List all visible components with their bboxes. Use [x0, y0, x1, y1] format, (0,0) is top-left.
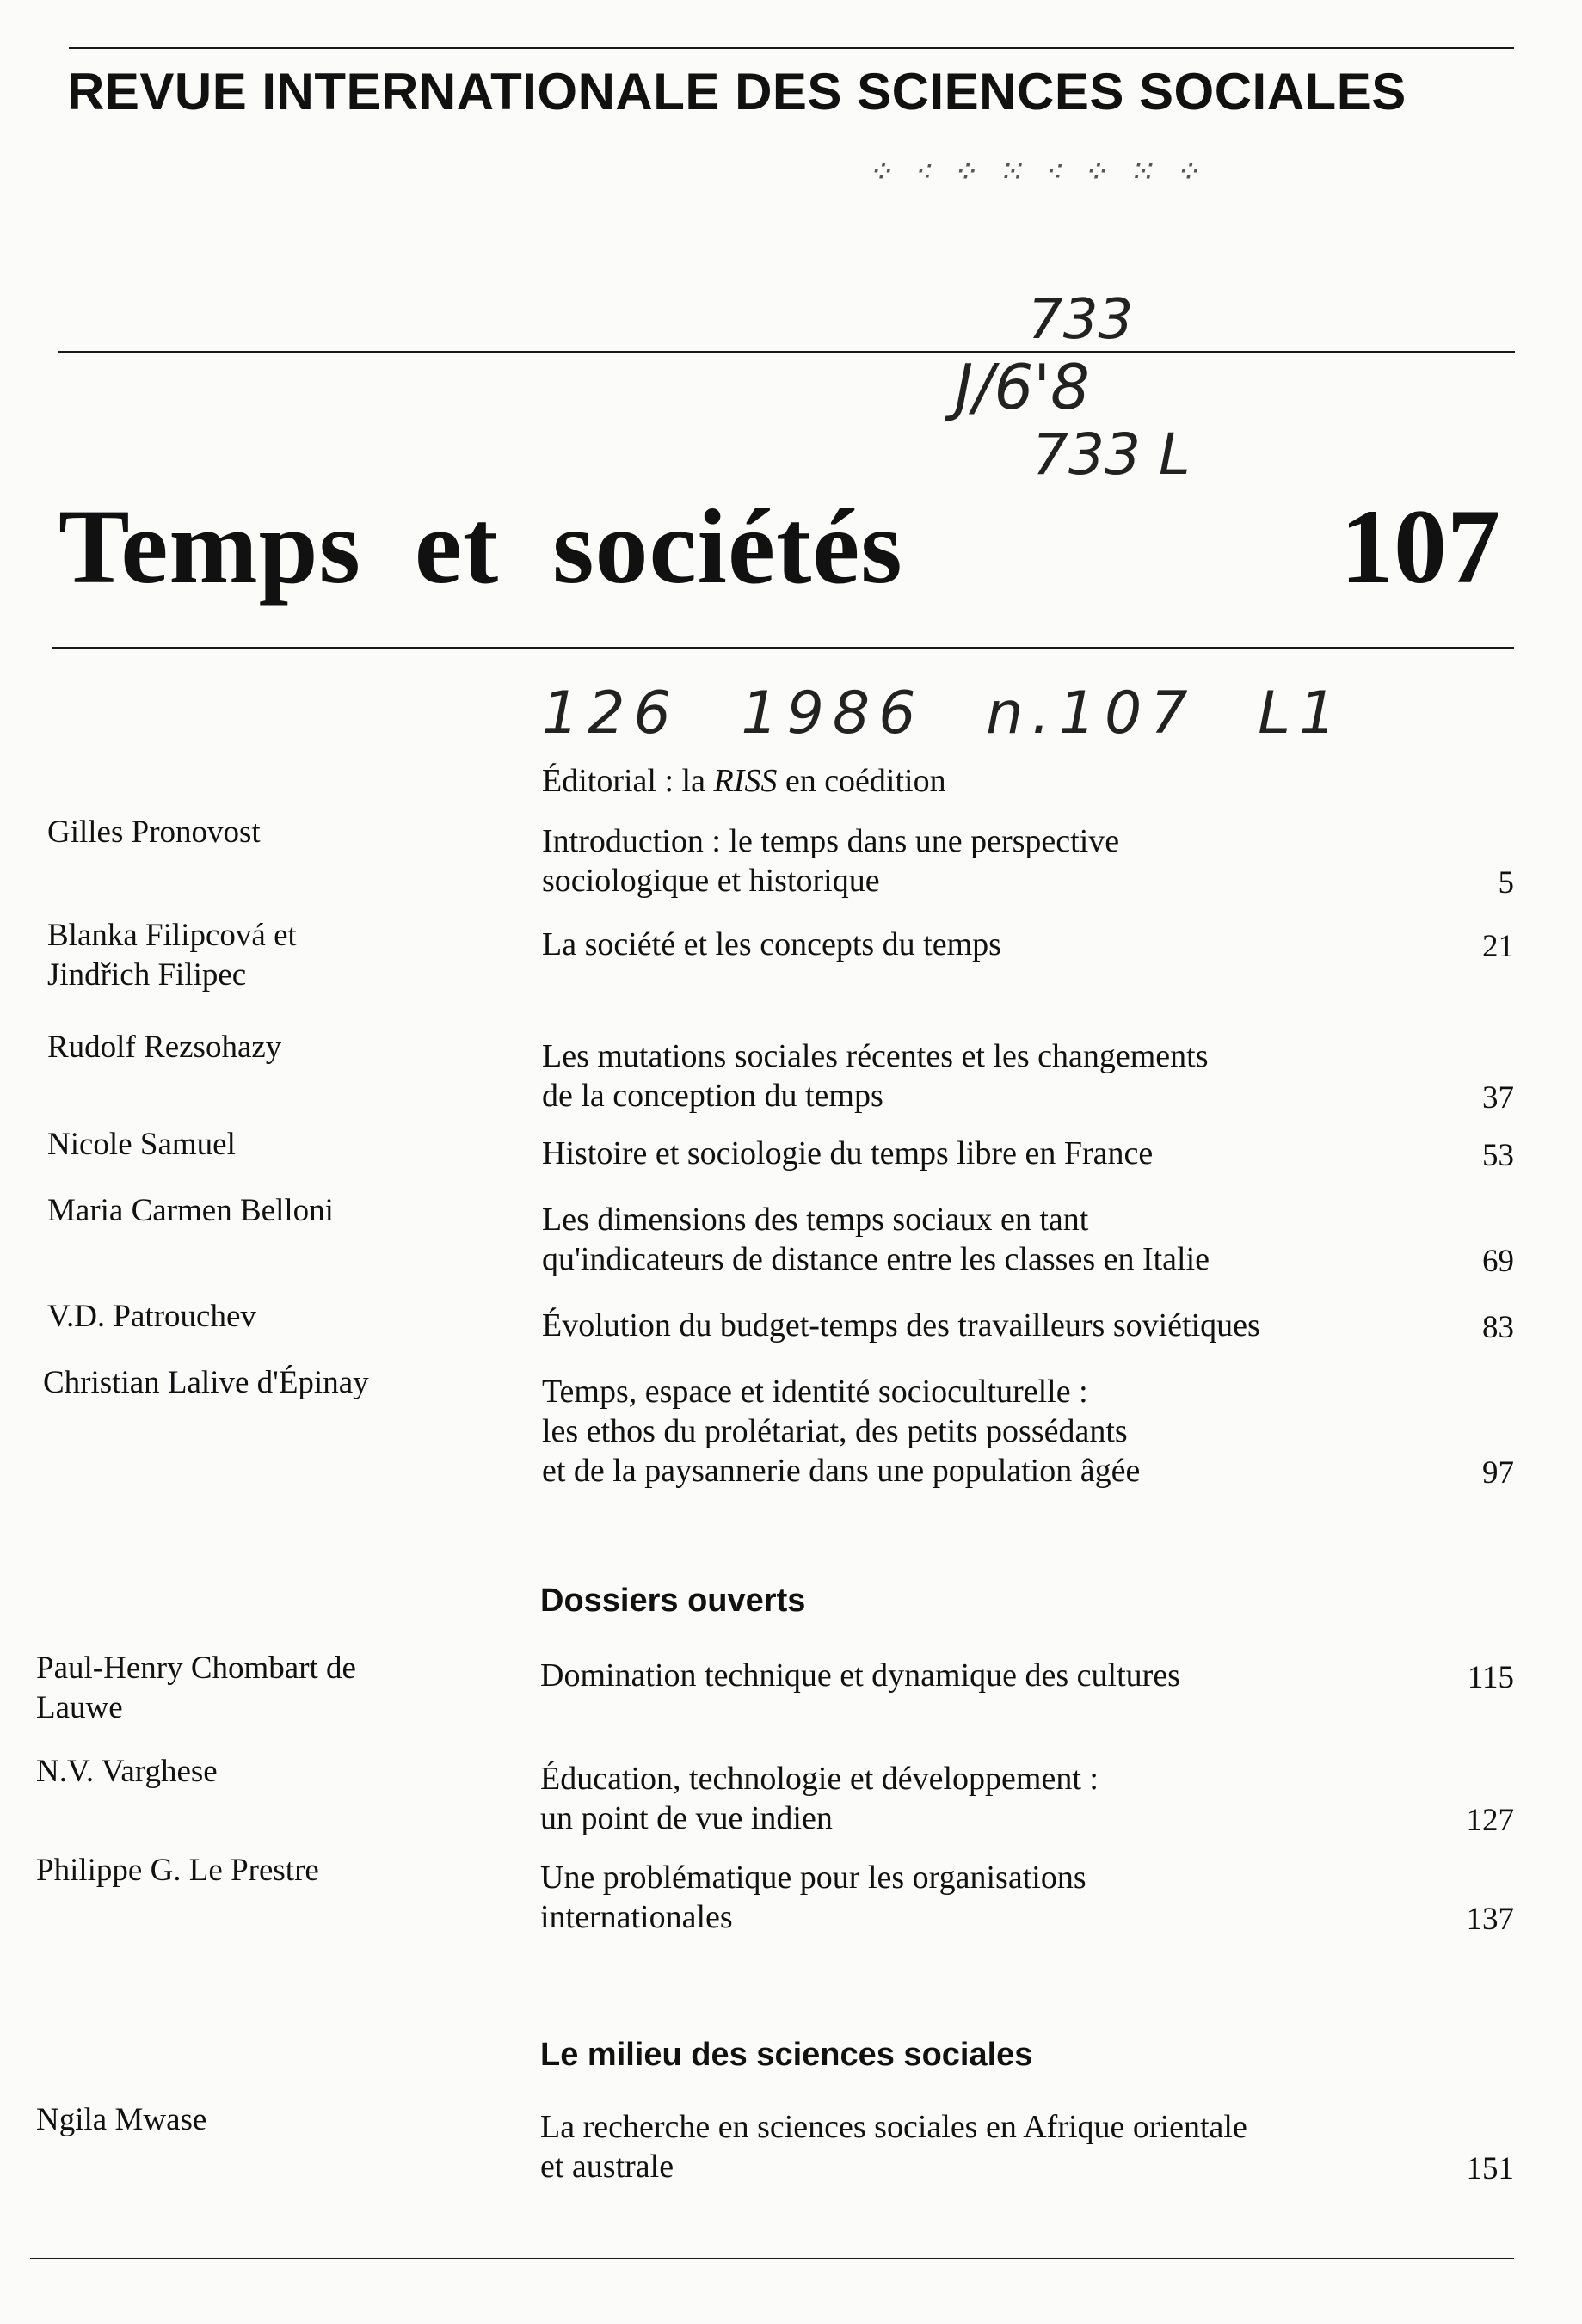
author-name: Nicole Samuel — [47, 1127, 236, 1162]
article-title: un point de vue indien — [540, 1800, 833, 1836]
article-title: les ethos du prolétariat, des petits possédants — [542, 1413, 1128, 1449]
article-title: Éducation, technologie et développement : — [540, 1761, 1099, 1797]
page-number: 21 — [1482, 929, 1514, 964]
article-title: Introduction : le temps dans une perspective — [542, 823, 1120, 859]
article-title: Domination technique et dynamique des cultures — [540, 1657, 1180, 1694]
page-number: 115 — [1467, 1660, 1514, 1695]
editorial-line: Éditorial : la RISS en coédition — [542, 763, 946, 799]
article-title: Une problématique pour les organisations — [540, 1860, 1086, 1896]
author-name: Jindřich Filipec — [47, 957, 247, 993]
article-title: sociologique et historique — [542, 863, 880, 899]
author-name: Christian Lalive d'Épinay — [43, 1365, 369, 1400]
issue-title: Temps et sociétés — [58, 488, 903, 606]
section-heading: Le milieu des sciences sociales — [540, 2037, 1033, 2073]
article-title: Les mutations sociales récentes et les changements — [542, 1038, 1209, 1074]
article-title: Les dimensions des temps sociaux en tant — [542, 1202, 1089, 1238]
author-name: Ngila Mwase — [36, 2102, 207, 2137]
lower-rule — [52, 647, 1514, 649]
article-title: La société et les concepts du temps — [542, 926, 1001, 962]
author-name: Lauwe — [36, 1690, 123, 1725]
page-number: 37 — [1482, 1080, 1514, 1116]
author-name: Rudolf Rezsohazy — [47, 1030, 282, 1065]
article-title: La recherche en sciences sociales en Afrique orientale — [540, 2109, 1247, 2145]
article-title: et australe — [540, 2149, 674, 2185]
section-heading: Dossiers ouverts — [540, 1583, 806, 1619]
page-number: 127 — [1466, 1803, 1514, 1838]
upper-rule — [58, 351, 1515, 353]
journal-title: REVUE INTERNATIONALE DES SCIENCES SOCIALES — [67, 63, 1407, 120]
article-title: qu'indicateurs de distance entre les classes en Italie — [542, 1241, 1210, 1277]
author-name: Blanka Filipcová et — [47, 918, 297, 953]
author-name: Philippe G. Le Prestre — [36, 1853, 319, 1888]
page-number: 151 — [1466, 2151, 1514, 2186]
article-title: de la conception du temps — [542, 1078, 883, 1114]
faded-stamp: ⁘ ⁖ ⁘ ⁙ ⁖ ⁘ ⁙ ⁘ — [869, 155, 1208, 190]
author-name: V.D. Patrouchev — [47, 1299, 256, 1334]
handwritten-note-1: 733 — [1028, 288, 1134, 352]
page-number: 83 — [1482, 1310, 1514, 1345]
article-title: Évolution du budget-temps des travailleurs soviétiques — [542, 1307, 1260, 1343]
page-number: 137 — [1466, 1902, 1514, 1937]
page-number: 69 — [1482, 1244, 1514, 1279]
article-title: Temps, espace et identité socioculturelle : — [542, 1374, 1088, 1410]
handwritten-note-3: 733 L — [1032, 421, 1191, 488]
author-name: Maria Carmen Belloni — [47, 1193, 334, 1228]
author-name: N.V. Varghese — [36, 1754, 218, 1789]
bottom-rule — [30, 2258, 1514, 2259]
page-number: 5 — [1498, 865, 1514, 901]
page-number: 97 — [1482, 1455, 1514, 1491]
article-title: internationales — [540, 1899, 733, 1935]
author-name: Paul-Henry Chombart de — [36, 1651, 356, 1686]
page-number: 53 — [1482, 1138, 1514, 1173]
handwritten-note-2: J/6'8 — [955, 351, 1090, 423]
article-title: et de la paysannerie dans une population âgée — [542, 1453, 1141, 1489]
author-name: Gilles Pronovost — [47, 815, 261, 850]
shelf-mark-handwritten: 126 1986 n.107 L1 — [542, 679, 1345, 747]
article-title: Histoire et sociologie du temps libre en France — [542, 1135, 1154, 1171]
issue-number: 107 — [1340, 488, 1500, 606]
top-rule — [69, 47, 1514, 49]
